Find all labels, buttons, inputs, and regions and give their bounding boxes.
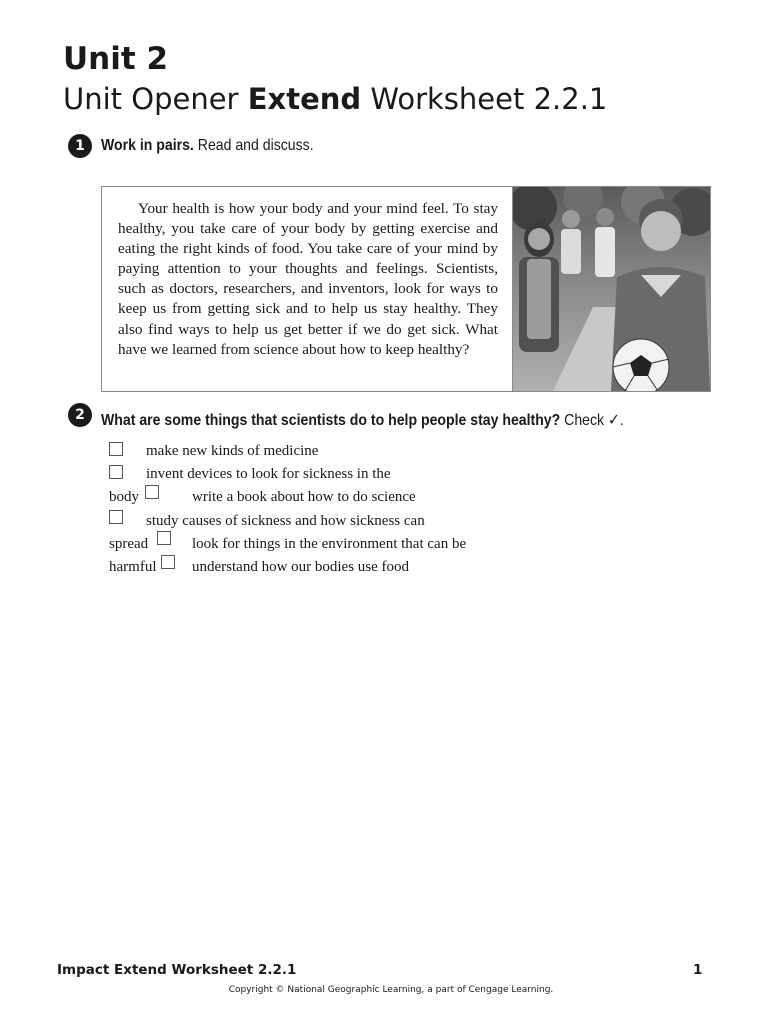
option-label: study causes of sickness and how sickness can [146,513,425,529]
activity-1-instruction [101,136,314,156]
page-number: 1 [693,962,703,978]
checkbox-medicine[interactable] [109,442,123,456]
activity-2-number: 2 [68,403,92,427]
activity-2-question-bold: What are some things that scientists do to help people stay healthy? [101,412,561,429]
reading-box [101,186,711,392]
activity-1-instruction-rest: Read and discuss. [197,137,314,154]
checkbox-food[interactable] [161,555,175,569]
worksheet-title-prefix: Unit Opener [63,82,239,116]
option-label: invent devices to look for sickness in the [146,466,391,482]
worksheet-title [63,81,607,117]
copyright-text: Copyright © National Geographic Learning, a part of Cengage Learning. [228,985,554,995]
checkbox-environment[interactable] [157,531,171,545]
students-photo [512,187,710,391]
checkbox-study-causes[interactable] [109,510,123,524]
activity-1-instruction-bold: Work in pairs. [101,137,194,154]
activity-2-question [101,411,624,431]
unit-title: Unit 2 [63,41,169,77]
copyright-notice [0,985,768,995]
option-label: write a book about how to do science [192,489,416,505]
checkbox-devices[interactable] [109,465,123,479]
activity-2-question-rest: Check ✓. [564,412,624,429]
option-label: make new kinds of medicine [146,443,319,459]
activity-1-number: 1 [68,134,92,158]
option-label: understand how our bodies use food [192,559,410,575]
option-label: look for things in the environment that can be [192,536,467,552]
worksheet-title-bold: Extend [247,82,362,116]
worksheet-title-suffix: Worksheet 2.2.1 [370,82,608,116]
checkbox-write-book[interactable] [145,485,159,499]
footer-title: Impact Extend Worksheet 2.2.1 [57,962,297,978]
reading-passage: Your health is how your body and your mind feel. To stay healthy, you take care of your body by getting exercise and eating the right kinds of food. You take care of your mind by paying attention to your thoughts and feelings. Scientists, such as doctors, researchers, and inventors, look for ways to keep us from getting sick and to help us stay healthy. They also find ways to help us get better if we do get sick. What have we learned from science about how to keep healthy? [118,200,498,358]
option-continuation: body [109,489,139,505]
option-continuation: spread [109,536,149,552]
option-continuation: harmful [109,559,157,575]
